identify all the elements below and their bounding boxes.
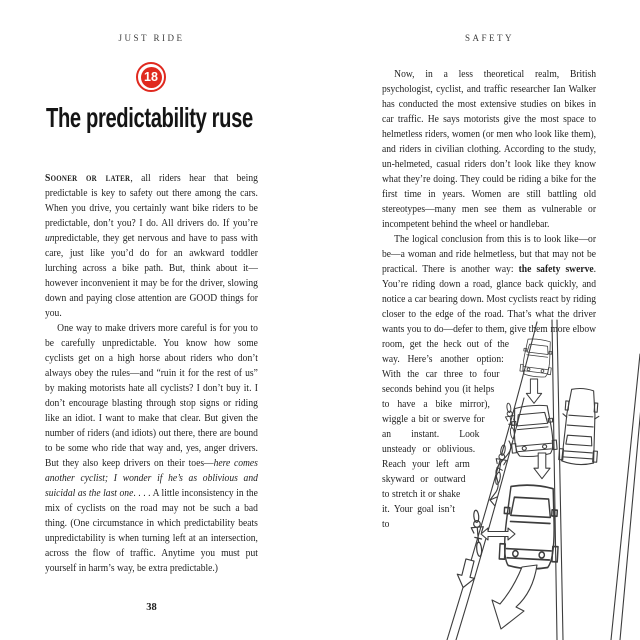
text-segment-italic: here comes another cyclist; I wonder if he’s as oblivious and suicidal as the last one bbox=[45, 457, 258, 499]
page-number: 38 bbox=[146, 602, 157, 613]
text-wrap-spacer bbox=[494, 385, 597, 400]
right-page-body bbox=[382, 67, 597, 640]
text-wrap-spacer bbox=[509, 340, 597, 355]
text-segment: One way to make drivers more careful is for you to be carefully unpredictable. You know how some cyclists get on a high horse about riders who don’t always obey the rules—and “ruin it for the rest of us” by making motorists hate all cyclists? I don’t buy it. I don’t encourage blasting through stop signs or riding like an idiot. I want to make that clear. But given the number of riders (and idiots) out there, there are bound to be some who ride that way and, yes, anger drivers. But they also keep drivers on their toes— bbox=[45, 322, 258, 469]
text-wrap-spacer bbox=[436, 565, 597, 580]
text-segment: . You’re riding down a road, glance back quickly, and notice a car bearing down. Most cyclists react by riding closer to the edge of the road. That’s what the driver wants you to do—defer to them, give them more elbow room, get the heck out of the way. Here’s another option: With the car three to four seconds behind you (it helps to have a bike mirror), wiggle a bit or swerve for an instant. Look unsteady or oblivious. Reach your left arm skyward or outward to stretch it or shake it. Your goal isn’t to bbox=[382, 263, 597, 530]
text-wrap-spacer bbox=[475, 445, 597, 460]
chapter-title: The predictability ruse bbox=[46, 102, 253, 133]
text-wrap-spacer bbox=[451, 520, 597, 535]
text-wrap-spacer bbox=[431, 580, 597, 595]
text-segment: . . . . A little inconsistency in the mix of cyclists on the road may not be such a bad thing. (One circumstance in which predictability beats unpredictability is when turning left at an intersection, across the flow of traffic. Anytime you must put yourself in harm’s way, be extra predictable.) bbox=[45, 487, 258, 574]
text-segment: predictable, they get nervous and have to pass with care, just like you’d do for an awkward toddler lurching across a bike path. But, think about it—however inconvenient it may be for the driver, slowing down and paying close attention are GOOD things for you. bbox=[45, 232, 258, 319]
paragraph bbox=[45, 321, 258, 576]
text-segment-bold: the safety swerve bbox=[518, 263, 594, 275]
text-segment: , all riders hear that being predictable is key to safety out there among the cars. When you drive, you certainly want bike riders to be predictable, don’t you? I do. All drivers do. If you’re bbox=[45, 172, 258, 229]
text-wrap-spacer bbox=[485, 415, 597, 430]
lead-in-text: Sooner or later bbox=[45, 172, 131, 184]
text-wrap-spacer bbox=[460, 490, 597, 505]
right-running-header: SAFETY bbox=[464, 33, 514, 43]
text-wrap-spacer bbox=[417, 625, 597, 640]
text-segment: Now, in a less theoretical realm, British psychologist, cyclist, and traffic researcher Ian Walker has conducted the most extensive studies on bikes in car traffic. He says motorists give the most space to helmetless riders, women (or men who look like them), and riders in civilian clothing. According to the study, un-helmeted, casual riders don’t look like they know what they’re doing. They could be riding a bike for the first time in years. Women are still battling old stereotypes—many men see them as vulnerable or incompetent behind the wheel or handlebar. bbox=[382, 68, 597, 230]
paragraph bbox=[45, 171, 258, 321]
paragraph bbox=[382, 67, 597, 232]
chapter-number: 18 bbox=[141, 67, 162, 88]
text-wrap-spacer bbox=[441, 550, 597, 565]
left-page-body bbox=[45, 171, 258, 576]
text-wrap-spacer bbox=[490, 400, 597, 415]
text-wrap-spacer bbox=[596, 67, 597, 340]
text-wrap-spacer bbox=[466, 475, 597, 490]
left-running-header: JUST RIDE bbox=[118, 33, 185, 43]
text-wrap-spacer bbox=[455, 505, 597, 520]
text-wrap-spacer bbox=[426, 595, 597, 610]
text-segment: The logical conclusion from this is to look like—or be—a woman and ride helmetless, but that may not be practical. There is another way: bbox=[382, 233, 597, 275]
text-wrap-spacer bbox=[446, 535, 597, 550]
text-wrap-spacer bbox=[470, 460, 597, 475]
chapter-number-badge bbox=[136, 62, 166, 92]
text-wrap-spacer bbox=[421, 610, 597, 625]
text-wrap-spacer bbox=[499, 370, 596, 385]
text-segment-italic: un bbox=[45, 232, 55, 244]
text-wrap-spacer bbox=[504, 355, 597, 370]
text-wrap-spacer bbox=[479, 430, 596, 445]
